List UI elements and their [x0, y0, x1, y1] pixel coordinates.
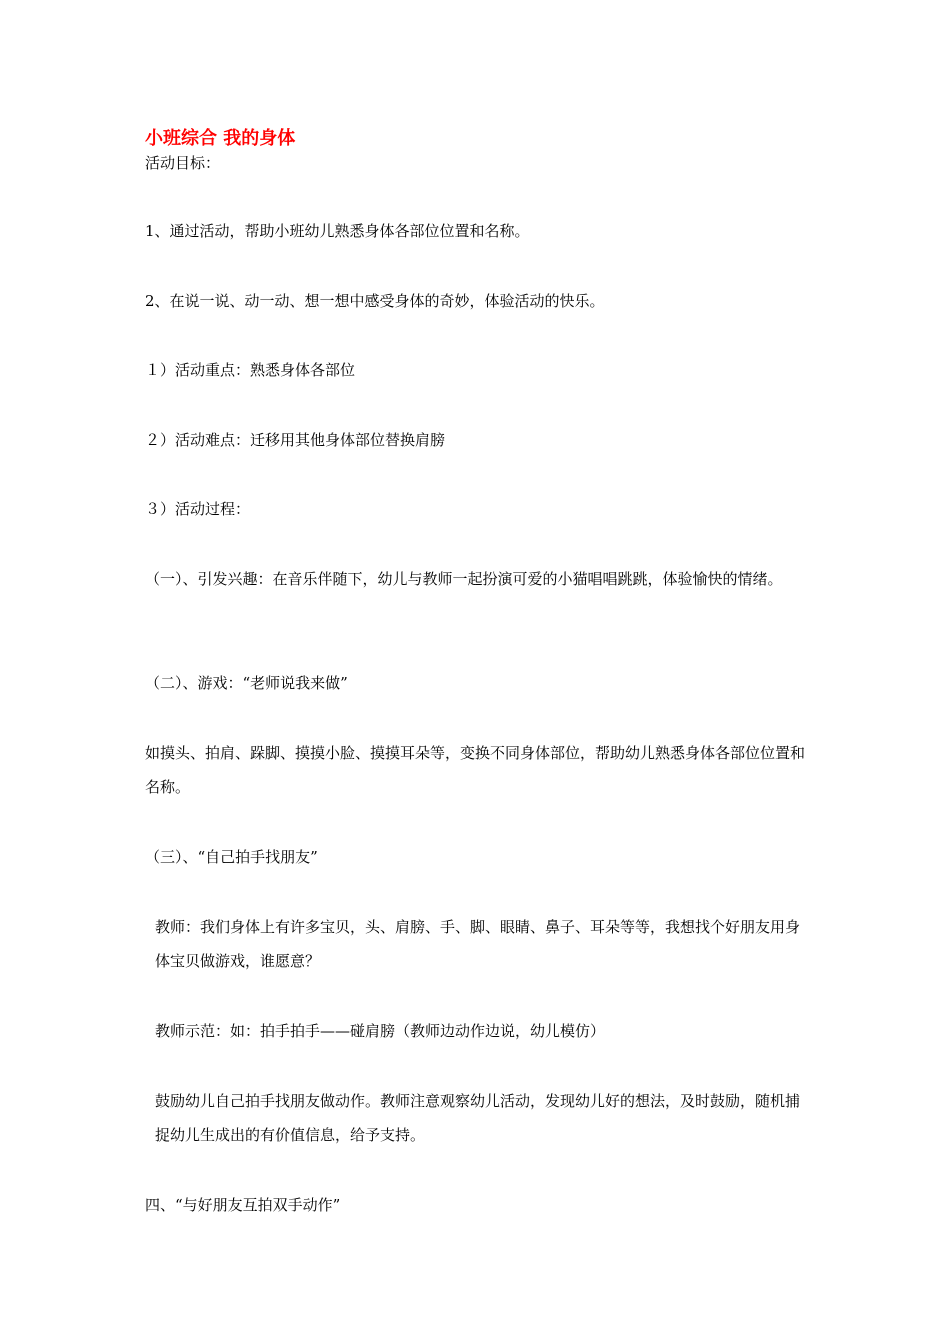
paragraph-objectives-heading: 活动目标：	[145, 154, 221, 172]
document-title: 小班综合 我的身体	[145, 128, 296, 149]
paragraph-teacher-demo: 教师示范：如：拍手拍手——碰肩膀（教师边动作边说，幼儿模仿）	[155, 1022, 606, 1040]
paragraph-step-2-detail: 如摸头、拍肩、跺脚、摸摸小脸、摸摸耳朵等，变换不同身体部位，帮助幼儿熟悉身体各部位位置和名称。	[145, 744, 806, 796]
paragraph-objective-1: 1、通过活动，帮助小班幼儿熟悉身体各部位位置和名称。	[145, 222, 530, 240]
paragraph-process-heading: ３）活动过程：	[145, 500, 251, 518]
paragraph-step-4: 四、“与好朋友互拍双手动作”	[145, 1196, 341, 1214]
paragraph-key-point: １）活动重点：熟悉身体各部位	[145, 361, 356, 379]
paragraph-teacher-intro: 教师：我们身体上有许多宝贝，头、肩膀、手、脚、眼睛、鼻子、耳朵等等，我想找个好朋友用身体宝贝做游戏，谁愿意？	[155, 918, 801, 970]
paragraph-difficulty: ２）活动难点：迁移用其他身体部位替换肩膀	[145, 431, 446, 449]
paragraph-step-3: （三）、“自己拍手找朋友”	[145, 848, 318, 866]
paragraph-encourage: 鼓励幼儿自己拍手找朋友做动作。教师注意观察幼儿活动，发现幼儿好的想法，及时鼓励，随机捕捉幼儿生成出的有价值信息，给予支持。	[155, 1092, 801, 1144]
paragraph-step-1: （一）、引发兴趣：在音乐伴随下，幼儿与教师一起扮演可爱的小猫唱唱跳跳，体验愉快的情绪。	[145, 570, 783, 588]
paragraph-objective-2: 2、在说一说、动一动、想一想中感受身体的奇妙，体验活动的快乐。	[145, 292, 605, 310]
paragraph-step-2: （二）、游戏：“老师说我来做”	[145, 674, 348, 692]
